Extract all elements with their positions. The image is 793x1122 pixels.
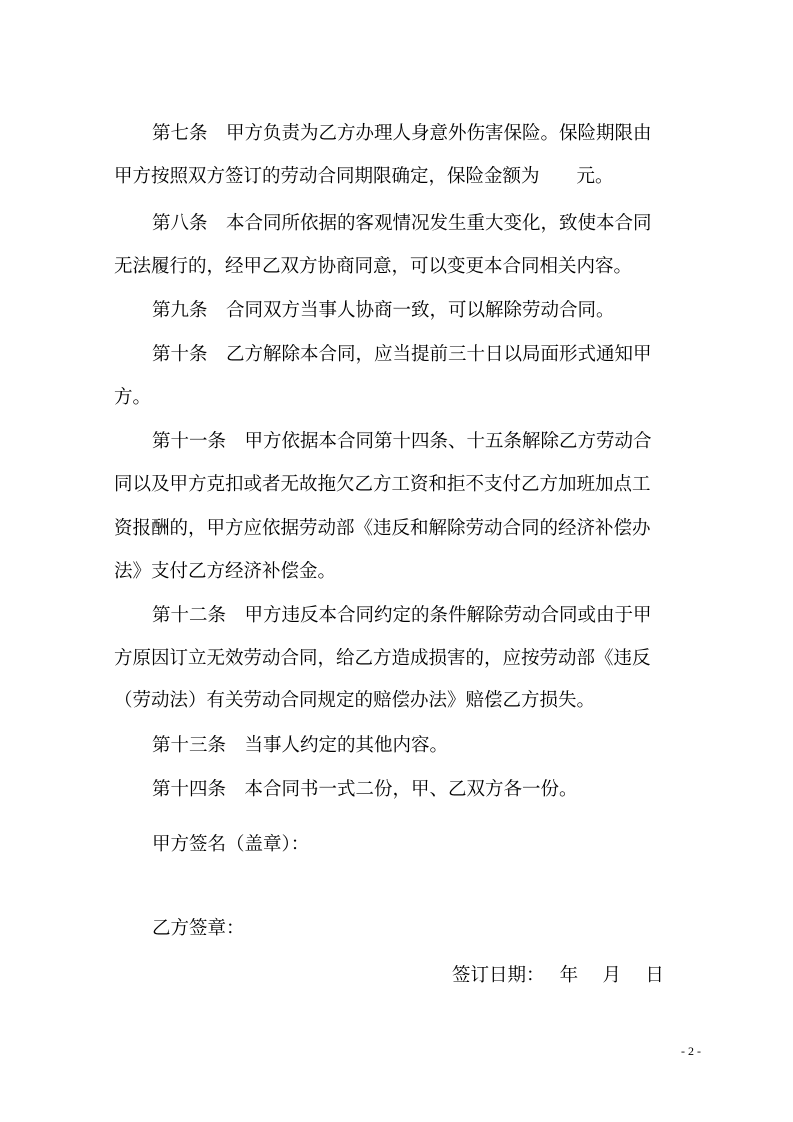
article-13-line-1: 第十三条 当事人约定的其他内容。 xyxy=(152,735,449,756)
party-a-signature-label: 甲方签名（盖章）： xyxy=(152,834,310,855)
article-12-line-1: 第十二条 甲方违反本合同约定的条件解除劳动合同或由于甲 xyxy=(152,605,652,626)
page-number: - 2 - xyxy=(681,1044,701,1058)
article-8-line-2: 无法履行的，经甲乙双方协商同意，可以变更本合同相关内容。 xyxy=(114,256,633,277)
article-7-line-2: 甲方按照双方签订的劳动合同期限确定，保险金额为 元。 xyxy=(114,166,614,187)
article-10-line-1: 第十条 乙方解除本合同，应当提前三十日以局面形式通知甲 xyxy=(152,344,652,365)
article-11-line-1: 第十一条 甲方依据本合同第十四条、十五条解除乙方劳动合 xyxy=(152,431,652,452)
article-7-line-1: 第七条 甲方负责为乙方办理人身意外伤害保险。保险期限由 xyxy=(152,123,652,144)
article-12-line-2: 方原因订立无效劳动合同，给乙方造成损害的，应按劳动部《违反 xyxy=(114,648,651,669)
article-10-line-2: 方。 xyxy=(114,387,152,408)
article-14-line-1: 第十四条 本合同书一式二份，甲、乙双方各一份。 xyxy=(152,779,578,800)
party-b-signature-label: 乙方签章： xyxy=(152,918,245,939)
article-11-line-4: 法》支付乙方经济补偿金。 xyxy=(114,561,337,582)
signing-date-label: 签订日期： 年 月 日 xyxy=(452,965,664,986)
article-9-line-1: 第九条 合同双方当事人协商一致，可以解除劳动合同。 xyxy=(152,300,615,321)
article-11-line-2: 同以及甲方克扣或者无故拖欠乙方工资和拒不支付乙方加班加点工 xyxy=(114,474,651,495)
article-12-line-3: （劳动法）有关劳动合同规定的赔偿办法》赔偿乙方损失。 xyxy=(114,690,596,711)
article-11-line-3: 资报酬的，甲方应依据劳动部《违反和解除劳动合同的经济补偿办 xyxy=(114,518,651,539)
article-8-line-1: 第八条 本合同所依据的客观情况发生重大变化，致使本合同 xyxy=(152,213,652,234)
